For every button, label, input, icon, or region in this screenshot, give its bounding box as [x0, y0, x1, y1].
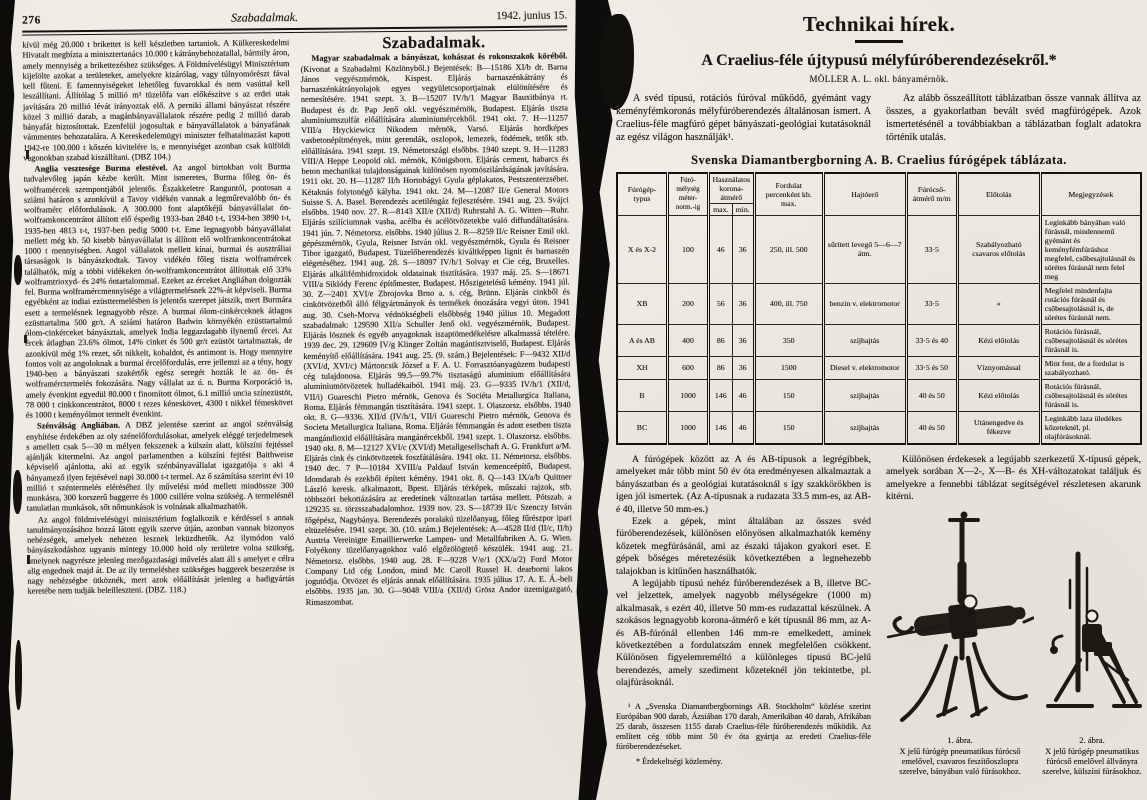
left-page-column-1: [22, 38, 294, 611]
cell-megjegyzes: Leginkább laza üledékes kőzeteknél, pl. olajfúrásoknál.: [1040, 411, 1141, 444]
footnote: ¹ A „Svenska Diamantbergbornings AB. Stockholm“ közlése szerint Európában 900 darab, Ázsiában 170 darab, Amerikában 40 darab, Afrikában 25 darab, összesen 1155 darab Craelius-féle fúróberendezés működik. Az említett cég több mint 50 év óta gyártja az eredeti Craelius-féle fúróberendezéseket.: [616, 701, 871, 752]
footnotes: [616, 702, 871, 768]
col-header-furocso: Fúrócső-átmérő m/m: [906, 173, 957, 216]
paragraph-text: A DBZ jelentése szerint az angol szénválság enyhítése érdekében az oly szénelőfordulásokat, amelyek eléggé terjedelmesek s amellett csak 5—30 m mélyen fekszenek a külszín alatt, külszíni fejtéssel ajánlják kitermelni. Az angol parlamentben a külszíni fejtést Baithweise képviselő ajánlotta, aki az egyik szénbányavállalat igazgatója s aki 4 bányamező ilyen fejtésével napi 30.000 t-t termel. Az ő számítása szerint évi 10 millió t széntermelés eléréséhez ily művelési mód mellett mindössze 300 munkásra, 300 korszerű baggerre és 1000 csillére volna szükség. A termelésnél tanulatlan munkások, sőt nőmunkások is volnának alkalmazhatók.: [26, 419, 294, 513]
cell-megjegyzes: Rotációs fúrásnál, csőbesajtolásnál és sörétes fúrásnál is.: [1040, 324, 1141, 356]
cell-hajtoero: szíjhajtás: [823, 411, 906, 444]
paragraph-lead: Szénválság Angliában.: [36, 420, 121, 431]
left-page-columns: [22, 32, 573, 611]
cell-fordulat: 150: [754, 411, 823, 444]
cell-melyseg: 1000: [668, 379, 709, 411]
cell-fordulat: 150: [754, 379, 823, 411]
cell-korona-min: 36: [732, 283, 754, 324]
footnote: * Érdekeltségi közlemény.: [636, 757, 723, 767]
col-header-fordulat: Fordulat percenként kb. max.: [754, 173, 823, 216]
cell-elotolas: Kézi előtolás: [957, 324, 1040, 356]
cell-fordulat: 350: [754, 324, 823, 356]
scan-left-edge-shadow: [0, 0, 15, 800]
cell-melyseg: 400: [668, 324, 709, 356]
cell-hajtoero: Diesel v. elektromotor: [823, 356, 906, 379]
cell-typus: XB: [617, 283, 668, 324]
body-column-left: [616, 454, 871, 777]
table-row: [617, 356, 1141, 379]
article-body: [616, 454, 1142, 777]
scan-speck: [14, 255, 22, 285]
col-header-korona: Használatos korona-átmérő: [709, 173, 755, 204]
paragraph: [26, 419, 294, 514]
cell-elotolas: Szabályozható csavaros előtolás: [957, 215, 1040, 283]
cell-furocso: 33·5 és 40: [906, 324, 957, 356]
paragraph: A legújabb típusú nehéz fúróberendezések a B, illetve BC-vel jelzettek, amelyek nagyobb mélységekre (1000 m) alkalmasak, s ezért 40, illetve 50 mm-es rudazattal készülnek. A szokásos legnagyobb korona-átmérő e két típusnál 86 mm, az A- és AB-fúrónál ellenben 146 mm-re emelkedett, aminek következtében a fordulatszám ennek megfelelően csökkent. Különösen figyelemreméltó a különleges típusú BC-jelű berendezés, amely szediment kőzeteknél jön tekintetbe, pl. olajfúrásoknál.: [616, 578, 871, 689]
cell-typus: X és X-2: [617, 215, 668, 283]
cell-fordulat: 250, ill. 500: [754, 215, 823, 283]
cell-typus: A és AB: [617, 324, 668, 356]
table-row: [617, 215, 1141, 283]
article-intro: [616, 92, 1142, 144]
cell-korona-min: 36: [732, 324, 754, 356]
cell-melyseg: 200: [668, 283, 709, 324]
cell-melyseg: 100: [668, 215, 709, 283]
page-gutter-shadow: [572, 0, 618, 800]
cell-hajtoero: benzin v. elektromotor: [823, 283, 906, 324]
cell-korona-max: 146: [709, 379, 733, 411]
scan-speck: [13, 470, 22, 514]
cell-fordulat: 400, ill. 750: [754, 283, 823, 324]
cell-typus: XH: [617, 356, 668, 379]
col-header-megjegyzes: Megjegyzések: [1040, 173, 1141, 216]
drill-machines-table: [616, 172, 1142, 445]
col-header-melyseg: Fúró-mélység méter-norm.-ig: [668, 173, 709, 216]
article-author: MÖLLER A. L. okl. bányamérnök.: [809, 73, 949, 84]
drill-machine-on-screw-column-illustration: [886, 510, 1034, 728]
cell-furocso: 33·5: [906, 283, 957, 324]
cell-korona-max: 56: [709, 283, 733, 324]
left-page: [22, 7, 573, 611]
cell-hajtoero: szíjhajtás: [823, 324, 906, 356]
section-heading: Technikai hírek.: [802, 12, 956, 36]
paragraph: kívül még 20.000 t brikettet is kell készletben tartaniok. A Külkereskedelmi Hivatalt megbízta a minisztertanács 10.000 t kátránybehozatallal, bármily áron, amely mennyiség a brikettezéshez szükséges. A Földmívelésügyi Minisztérium kijelölte azokat a területeket, amelyekre kizárólag, vagy túlnyomórészt fával kell fűteni. E famennyiségeket lehetőleg fuvarokkal és nem vasúttal kell leszállítani. Állítólag 5 millió m³ tüzelőfa van előkészítve s az erdei utak javítására 20 millió lévát irányoztak elő. A perniki állami bányászat részére közel 3 millió darab, a magánbányavállalatok részére pedig 2 millió darab bányafát biztosítottak. Ezenfelül jogosultak e bányavállalatok a bányafának vámmentes behozatalára. A Kereskedelemügyi miniszter felhatalmazást kapott 1942-re 100.000 t kőszén kivitelére is, e mennyiséget azonban csak külföldi vagonokban szabad kiszállítani. (DBZ 104.): [22, 38, 291, 163]
col-header-typus: Fúrógép-typus: [617, 173, 668, 216]
header-rule: [22, 25, 567, 35]
left-page-header: [22, 7, 567, 27]
col-header-hajtoero: Hajtóerő: [823, 173, 906, 216]
figure-1-caption: X jelű fúrógép pneumatikus fúrócső emelővel, csavaros feszítőoszlopra szerelve, bányában való fúrásokhoz.: [899, 747, 1021, 777]
table-header: [617, 173, 1141, 216]
figures-row: [886, 510, 1141, 778]
left-page-column-2: [300, 32, 573, 608]
cell-korona-max: 86: [709, 324, 733, 356]
article-title: A Craelius-féle újtypusú mélyfúróberendezésekről.*: [701, 51, 1057, 69]
cell-typus: B: [617, 379, 668, 411]
paragraph: Az angol földmivelésügyi minisztérium foglalkozik e kérdéssel s annak tanulmányozásához hozzá látott egyik szerve útján, azonban vannak bizonyos nehézségek, amelyek nehezen lesznek leküzdhetők. Az ilymódon való bányászkodáshoz ugyanis mintegy 10.000 hold oly területre volna szükség, amelynek nagyrésze jelenleg mezőgazdasági művelés alatt áll s amelyet e célra alig engednek majd át. De az ily termeléshez szükséges baggerek beszerzése is nagy nehézségbe ütköznék, mert azok előállítását jelenleg a hadigyártás keretébe nem tudják beleilleszteni. (DBZ. 118.): [26, 512, 295, 596]
table-row: [617, 379, 1141, 411]
cell-hajtoero: sűrített levegő 5—6—7 átm.: [823, 215, 906, 283]
cell-elotolas: «: [957, 283, 1040, 324]
cell-korona-min: 46: [732, 379, 754, 411]
intro-column-left: [616, 92, 871, 144]
paragraph-lead: Magyar szabadalmak a bányászat, kohászat és rokonszakok köréből.: [311, 51, 568, 64]
cell-megjegyzes: Rotációs fúrásnál, csőbesajtolásnál és sörétes fúrásnál is.: [1040, 379, 1141, 411]
drill-machine-on-tripod-illustration: [1040, 550, 1144, 728]
patents-heading: Szabadalmak.: [382, 32, 486, 53]
running-title: Szabadalmak.: [231, 9, 299, 25]
page-number: 276: [22, 14, 41, 27]
cell-elotolas: Utánengedve és fékezve: [957, 411, 1040, 444]
cell-korona-min: 36: [732, 356, 754, 379]
cell-fordulat: 1500: [754, 356, 823, 379]
paragraph-text: Az angol birtokban volt Burma tudvalevőleg japán kézbe került. Mint ismeretes, Burma főleg ón- és wolframércek szempontjából jelentős. Északkeletre Ranguntól, pontosan a sziámi határon s azonkívül a Tavoy vidékén vannak a legműrevalóbb ón- és wolframérc előfordulások. A 300.000 font alaptőkéjű bányavállalat ón-wolframkoncentrátot állított elő éspedig 1933-ban 2840 t-t, 1934-ben 3890 t-t, 1935-ben 4813 t-t, 1937-ben pedig 5000 t-t. Eme legnagyobb bányavállalat mellett még kb. 50 kisebb bányavállalat is állított elő wolframkoncentrátokat 1000 t mennyiségben. Angol vállalatok mellett kínai, burmai és ausztráliai társaságok is bányászkodtak. Tavoy vidékén főleg tiszta wolframércek találhatók, míg a többi vidékeken ón-wolframkoncentrátot állítottak elő 33% wolframtrioxyd- és 24% óntartalommal. Ezeket az érceket Angliában dolgozták fel. Burma wolframércmennyisége a világtermelésnek 22%-át képviseli. Burma egyébként az indiai ezüsttermelésben is jelentős szerepet játszik, mert Burmára esett a termelésnek legnagyobb része. A burmai ólom-cinkérceknek átlagos ezüsttartalma 500 gr/t. A sziámi határon Badwin környékén ezüsttartalmú ólom-cinkérceket bányásztak, amelyek India leggazdagabb ilynemű ércei. Az ércek átlagban 23.6% ólmot, 14% cinket és 500 gr/t ezüstöt tartalmaztak, de azonkívül még 1% rezet, sőt nikkelt, kobaldot, és antimont is. Hogy mennyire fontos volt az angoloknak a burmai ércelőfordulás, erre jellemzi az a tény, hogy 1940-ben a bányászati szakértők egész seregét hozták le az ón- és wolframérctermelés fokozására. Nagy vállalat az ú. n. Burma Korporáció is, amely évenkint egyedül 80.000 t finomított ólmot, 6.1 millió uncia színezüstöt, 78 000 t cinkkoncentrátot, 8000 t rezes kéneskövet, 4300 t nikkel fémeskövet és 1000 t keményólmot termelt évenkint.: [23, 162, 293, 420]
figure-1: [886, 510, 1034, 778]
body-column-right: [886, 454, 1141, 777]
cell-korona-min: 36: [732, 215, 754, 283]
paragraph: A fúrógépek között az A és AB-típusok a legrégibbek, amelyeket már több mint 50 év óta eredményesen alkalmaztak a bányászatban és a geológiai kutatásoknál s így szakkörökben is igen jól ismertek. (Az A-típusnak a rudazata 33.5 mm-es, az AB-é 40, illetve 50 mm-es.): [616, 453, 871, 515]
paragraph-lead: Anglia vesztesége Burma elestével.: [34, 163, 168, 174]
cell-megjegyzes: Megfelel mindenfajta rotációs fúrásnál és csőbesajtolásnál is, de sörétes fúrásnál nem.: [1040, 283, 1141, 324]
paragraph: Az alább összeállított táblázatban össze vannak állítva az összes, a gyakorlatban bevált svéd magfúrógépek. Azok ismertetésénél a továbbiakban a táblázatban foglalt adatokra történik utalás.: [886, 92, 1141, 143]
paragraph: Ezek a gépek, mint általában az összes svéd fúróberendezések, különösen előnyösen alkalmazhatók kemény kőzetek megfúrásánál, ami az északi tájakon gyakori eset. E gépek bőséges méretezésük következtében a legnehezebb talajokban is kitűnően használhatók.: [616, 516, 871, 577]
figure-2-caption: X jelű fúrógép pneumatikus fúrócső emelővel állványra szerelve, külszíni fúrásokhoz.: [1042, 747, 1142, 777]
paragraph: A svéd típusú, rotációs fúróval működő, gyémánt vagy keményfémkoronás mélyfúróberendezés általánosan ismert. A Craelius-féle magfúró gépet bányászati-geológiai kutatásoknál az egész világon használják¹.: [616, 92, 871, 143]
cell-hajtoero: szíjhajtás: [823, 379, 906, 411]
figure-1-label: 1. ábra.: [947, 735, 973, 745]
cell-furocso: 40 és 50: [906, 411, 957, 444]
scan-speck: [15, 640, 22, 710]
cell-korona-min: 46: [732, 411, 754, 444]
table-row: [617, 283, 1141, 324]
col-header-korona-max: max.: [709, 203, 733, 215]
table-title: Svenska Diamantbergborning A. B. Craelius fúrógépek táblázata.: [691, 152, 1067, 167]
cell-elotolas: Kézi előtolás: [957, 379, 1040, 411]
heading-underline: [855, 40, 903, 43]
paragraph-text: (Kivonat a Szabadalmi Közlönyből.) Bejentések: B—15186 XI/b dr. Barna János vegyészmérnök, Kispest. Eljárás barnaszénkátrány és barnaszénkátrányolajok egyes vegyületcsoportjainak elülönítésére és nemesítésére. 1941 szept. 3. B—15207 IV/h/1 Magyar Bauxitbánya rt. Budapest és dr. Pap Jenő okl. vegyészmérnök, Budapest. Eljárás tiszta aluminiumszulfát előállítására aluminiumércekből. 1941 okt. 7. H—11257 VIII/a Hryckiewicz Nikodem mérnök, Varsó. Eljárás hordképes vasbetonépítmények, mint gerendák, oszlopok, lemezek, födémek, tetők stb. előállítására. 1941 szept. 19. Németországi elsőbbs. 1940 szept. 9. H—11283 VIII/A Heppe Leopold okl. mérnök, Königsborn. Eljárás cement, habarcs és beton mechanikai tulajdonságainak különösen nyomószilárdságának javítására. 1911 okt. 20. H—11287 II/h Hortobágyi Gyula géplakatos, Pestszenterzsébet. Kétaknás folytonégő kályha. 1941 okt. 24. M—12087 II/e General Motors Suisse S. A. Basel. Berendezés acetiléngáz fejlesztésére. 1941 aug. 23. Svájci elsőbbs. 1940 nov. 27. R—8143 XII/e (XII/d) Ruhrstahl A. G. Witten—Ruhr. Eljárás szilíciumnak vasba, acélba és acélötvözetekbe való diffundáltatására. 1941 jún. 7. Németorsz. elsőbbs. 1940 július 2. R—8259 II/c Reisner Emil okl. gépészmérnök, Gyula, Reisner István okl. vegyészmérnök, Gyula és Reisner Tibor igazgató, Budapest. Tüzelőberendezés kiváltképpen lignit és barnaszén elégetéséhez. 1941 aug. 28. S—18097 IV/h/1 Solvay et Cie cég, Bruxelles. Eljárás alkálifémhidroxidok oldatainak tisztítására. 1937 máj. 25. S—18671 VIII/a Siklódy Ferenc építőmester, Budapest. Hőszigetelésű kémény. 1941 júl. 30. Z—2401 XVI/e Zbrojovka Brno a. s. cég, Brünn. Eljárás cinkből és cinkötvözetből álló félgyártmányok és termékek ónozására vegyi úton. 1941 aug. 30. Cseh-Morva védnökségbeli elsőbbség 1940 július 10. Megadott szabadalmak: 129590 XII/a Schuller Jenő okl. vegyészmérnök, Budapest. Eljárás lösznek és egyéb anyagoknak iszaptömedékelésre alkalmassá tételére. 1939 dec. 29. 129609 IV/g Klinger Zoltán magántisztviselő, Budapest. Eljárás keményítő előállítására. 1941 aug. 25. (9. szám.) Bejelentések: F—9432 XII/d (XVI/d, XVI/c) Mártoncsik József a F. A. U. Forrasztóanyagüzem budapesti cég tulajdonosa. Eljárás 99.5—99.7% tisztaságú aluminium előállítására aluminiumötvözetek hulladékaiból. 1941 máj. 23. G—9335 IV/h/1 (XII/d, VII/i) Guareschi Pietro mérnök, Genova és Sociéta Metallurgica Italiana, Roma. Eljárás fémmangán tisztítására. 1941 szept. 1. Olaszorsz. elsőbbs. 1940 okt. 8. G—9336. XII/d (IV/h/1, VII/i Guareschi Pietro mérnök, Genova és Societa Metallurgica Italiana, Roma. Eljárás fémmangán és adott esetben tiszta mangándioxid előállítására mangánércekből. 1941 szept. 1. Olaszorsz. elsőbbs. 1940 okt. 8. M—12127 XVI/c (XVI/d) Metallgesellschaft A. G. Frankfurt a/M. Eljárás cink és cinkötvözetek foszfátálására. 1941 okt. 11. Németorsz. elsőbbs. 1940 dec. 7 P—10184 XVIII/a Paldauf István kemenceépítő, Budapest. Idomdarab és ezekből épített kémény. 1941 okt. 8. Q—143 IX/a/b Quittner László keresk. alkalmazott, Bpest. Eljárás térképek, műszaki rajzok, stb. többszöri bekottázására az eredetinek változatlan tartása mellett. Pótszab. a 129235 sz. törzsszabadalomhoz. 1939 nov. 23. S—18739 II/c Szenczy István főgépész, Nagybánya. Berendezés poralakú tüzelőanyag, főleg fűrészpor ipari eltüzelésére. 1941 szept. 30. (10. szám.) Bejelentések: A—4528 II/d (II/c, II/h) Austria Vereinigte Emaillierwerke Lampen- und Metallfabriken A. G. Wien. Folyékony tüzelőanyagokhoz való elgőzölögtető készülék. 1941 aug. 21. Németorsz. elsőbbs. 1940 aug. 28. F—9228 V/e/1 (XX/a/2) Ford Motor Company Ltd cég London, mind Mc Caroll Russel H. dearborni lakos jogutódja. Ötvözet és eljárás annak előállítására. 1935 július 17. A. E. Á.-beli elsőbbs. 1935 jan. 30. G—9048 VIII/a (XII/d) Grösz Andor üzemigazgató, Rimaszombat.: [300, 61, 573, 607]
cell-furocso: 33·5: [906, 215, 957, 283]
cell-korona-max: 46: [709, 215, 733, 283]
cell-elotolas: Víznyomással: [957, 356, 1040, 379]
cell-korona-max: 86: [709, 356, 733, 379]
cell-furocso: 33·5 és 50: [906, 356, 957, 379]
col-header-korona-min: min.: [732, 203, 754, 215]
right-page: [616, 6, 1142, 777]
col-header-elotolas: Előtolás: [957, 173, 1040, 216]
cell-megjegyzes: Mint fent, de a fordulat is szabályozható.: [1040, 356, 1141, 379]
cell-megjegyzes: Leginkább bányában való fúrásnál, mindennemű gyémánt és keményfémfúráshoz megfelel, csőbesajtolásnál és sörétes fúrásnál nem felel meg: [1040, 215, 1141, 283]
cell-typus: BC: [617, 411, 668, 444]
table-row: [617, 324, 1141, 356]
paragraph: [23, 162, 292, 421]
cell-melyseg: 1000: [668, 411, 709, 444]
table-row: [617, 411, 1141, 444]
cell-melyseg: 600: [668, 356, 709, 379]
cell-furocso: 40 és 50: [906, 379, 957, 411]
figure-2-label: 2. ábra.: [1079, 735, 1105, 745]
intro-column-right: [886, 92, 1141, 144]
figure-2: [1040, 522, 1144, 778]
issue-date: 1942. junius 15.: [496, 9, 568, 23]
cell-korona-max: 146: [709, 411, 733, 444]
paragraph: [300, 52, 572, 608]
paragraph: Különösen érdekesek a legújabb szerkezetű X-típusú gépek, amelyek sorában X—2-, X—B- és XH-változatokat találjuk és amelyekre a fennebbi táblázat segítségével részletesen akarunk kitérni.: [886, 453, 1141, 503]
